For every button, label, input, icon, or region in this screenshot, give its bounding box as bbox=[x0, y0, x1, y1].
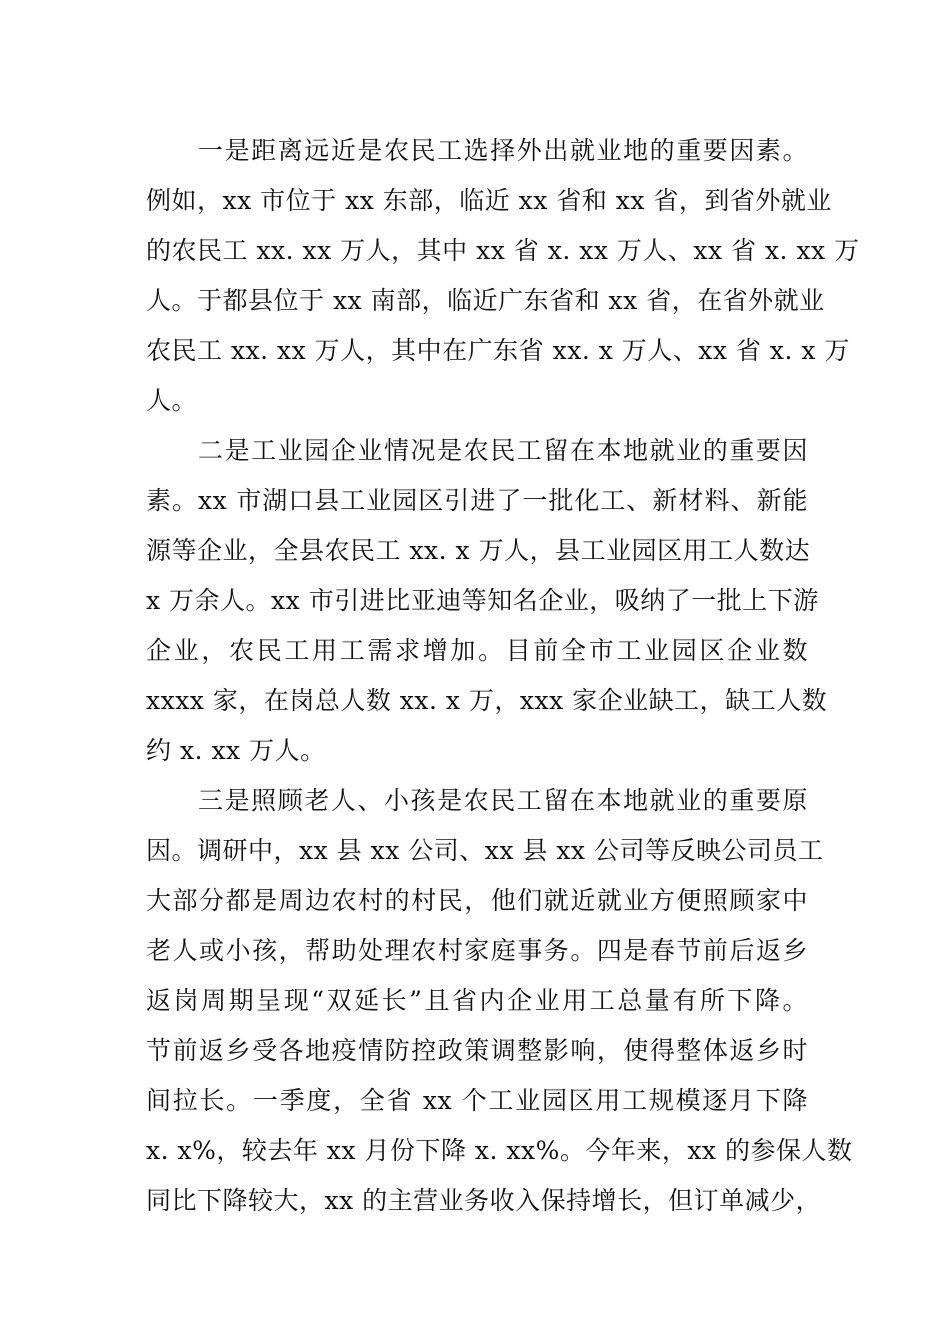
paragraph-family-care-factor bbox=[146, 776, 853, 1226]
paragraph-line: 间拉长。一季度，全省 xx 个工业园区用工规模逐月下降 bbox=[146, 1086, 808, 1115]
paragraph-line: 大部分都是周边农村的村民，他们就近就业方便照顾家中 bbox=[146, 886, 808, 915]
paragraph-line: 约 x. xx 万人。 bbox=[146, 736, 326, 765]
paragraph-line: 企业，农民工用工需求增加。目前全市工业园区企业数 bbox=[146, 636, 808, 665]
paragraph-line: 素。xx 市湖口县工业园区引进了一批化工、新材料、新能 bbox=[146, 486, 808, 515]
paragraph-line: 例如，xx 市位于 xx 东部，临近 xx 省和 xx 省，到省外就业 bbox=[146, 186, 832, 215]
paragraph-distance-factor bbox=[146, 126, 860, 426]
paragraph-line: 的农民工 xx. xx 万人，其中 xx 省 x. xx 万人、xx 省 x. xx 万 bbox=[146, 236, 860, 265]
paragraph-line: 人。于都县位于 xx 南部，临近广东省和 xx 省，在省外就业 bbox=[146, 286, 825, 315]
paragraph-line: x. x%，较去年 xx 月份下降 x. xx%。今年来，xx 的参保人数 bbox=[146, 1136, 853, 1165]
paragraph-line: xxxx 家，在岗总人数 xx. x 万，xxx 家企业缺工，缺工人数 bbox=[146, 686, 828, 715]
paragraph-line: 源等企业，全县农民工 xx. x 万人，县工业园区用工人数达 bbox=[146, 536, 811, 565]
paragraph-line: 因。调研中，xx 县 xx 公司、xx 县 xx 公司等反映公司员工 bbox=[146, 836, 824, 865]
paragraph-line: 返岗周期呈现“双延长”且省内企业用工总量有所下降。 bbox=[146, 986, 808, 1015]
paragraph-line: x 万余人。xx 市引进比亚迪等知名企业，吸纳了一批上下游 bbox=[146, 586, 819, 615]
paragraph-line: 老人或小孩，帮助处理农村家庭事务。四是春节前后返乡 bbox=[146, 936, 808, 965]
paragraph-line: 农民工 xx. xx 万人，其中在广东省 xx. x 万人、xx 省 x. x 万 bbox=[146, 336, 850, 365]
paragraph-line: 节前返乡受各地疫情防控政策调整影响，使得整体返乡时 bbox=[146, 1036, 808, 1065]
document-body bbox=[146, 126, 860, 1226]
paragraph-industrial-park-factor bbox=[146, 426, 828, 776]
paragraph-line: 一是距离远近是农民工选择外出就业地的重要因素。 bbox=[198, 136, 808, 165]
paragraph-line: 二是工业园企业情况是农民工留在本地就业的重要因 bbox=[198, 436, 808, 465]
paragraph-line: 人。 bbox=[146, 386, 198, 415]
paragraph-line: 同比下降较大，xx 的主营业务收入保持增长，但订单减少， bbox=[146, 1186, 822, 1215]
paragraph-line: 三是照顾老人、小孩是农民工留在本地就业的重要原 bbox=[198, 786, 808, 815]
